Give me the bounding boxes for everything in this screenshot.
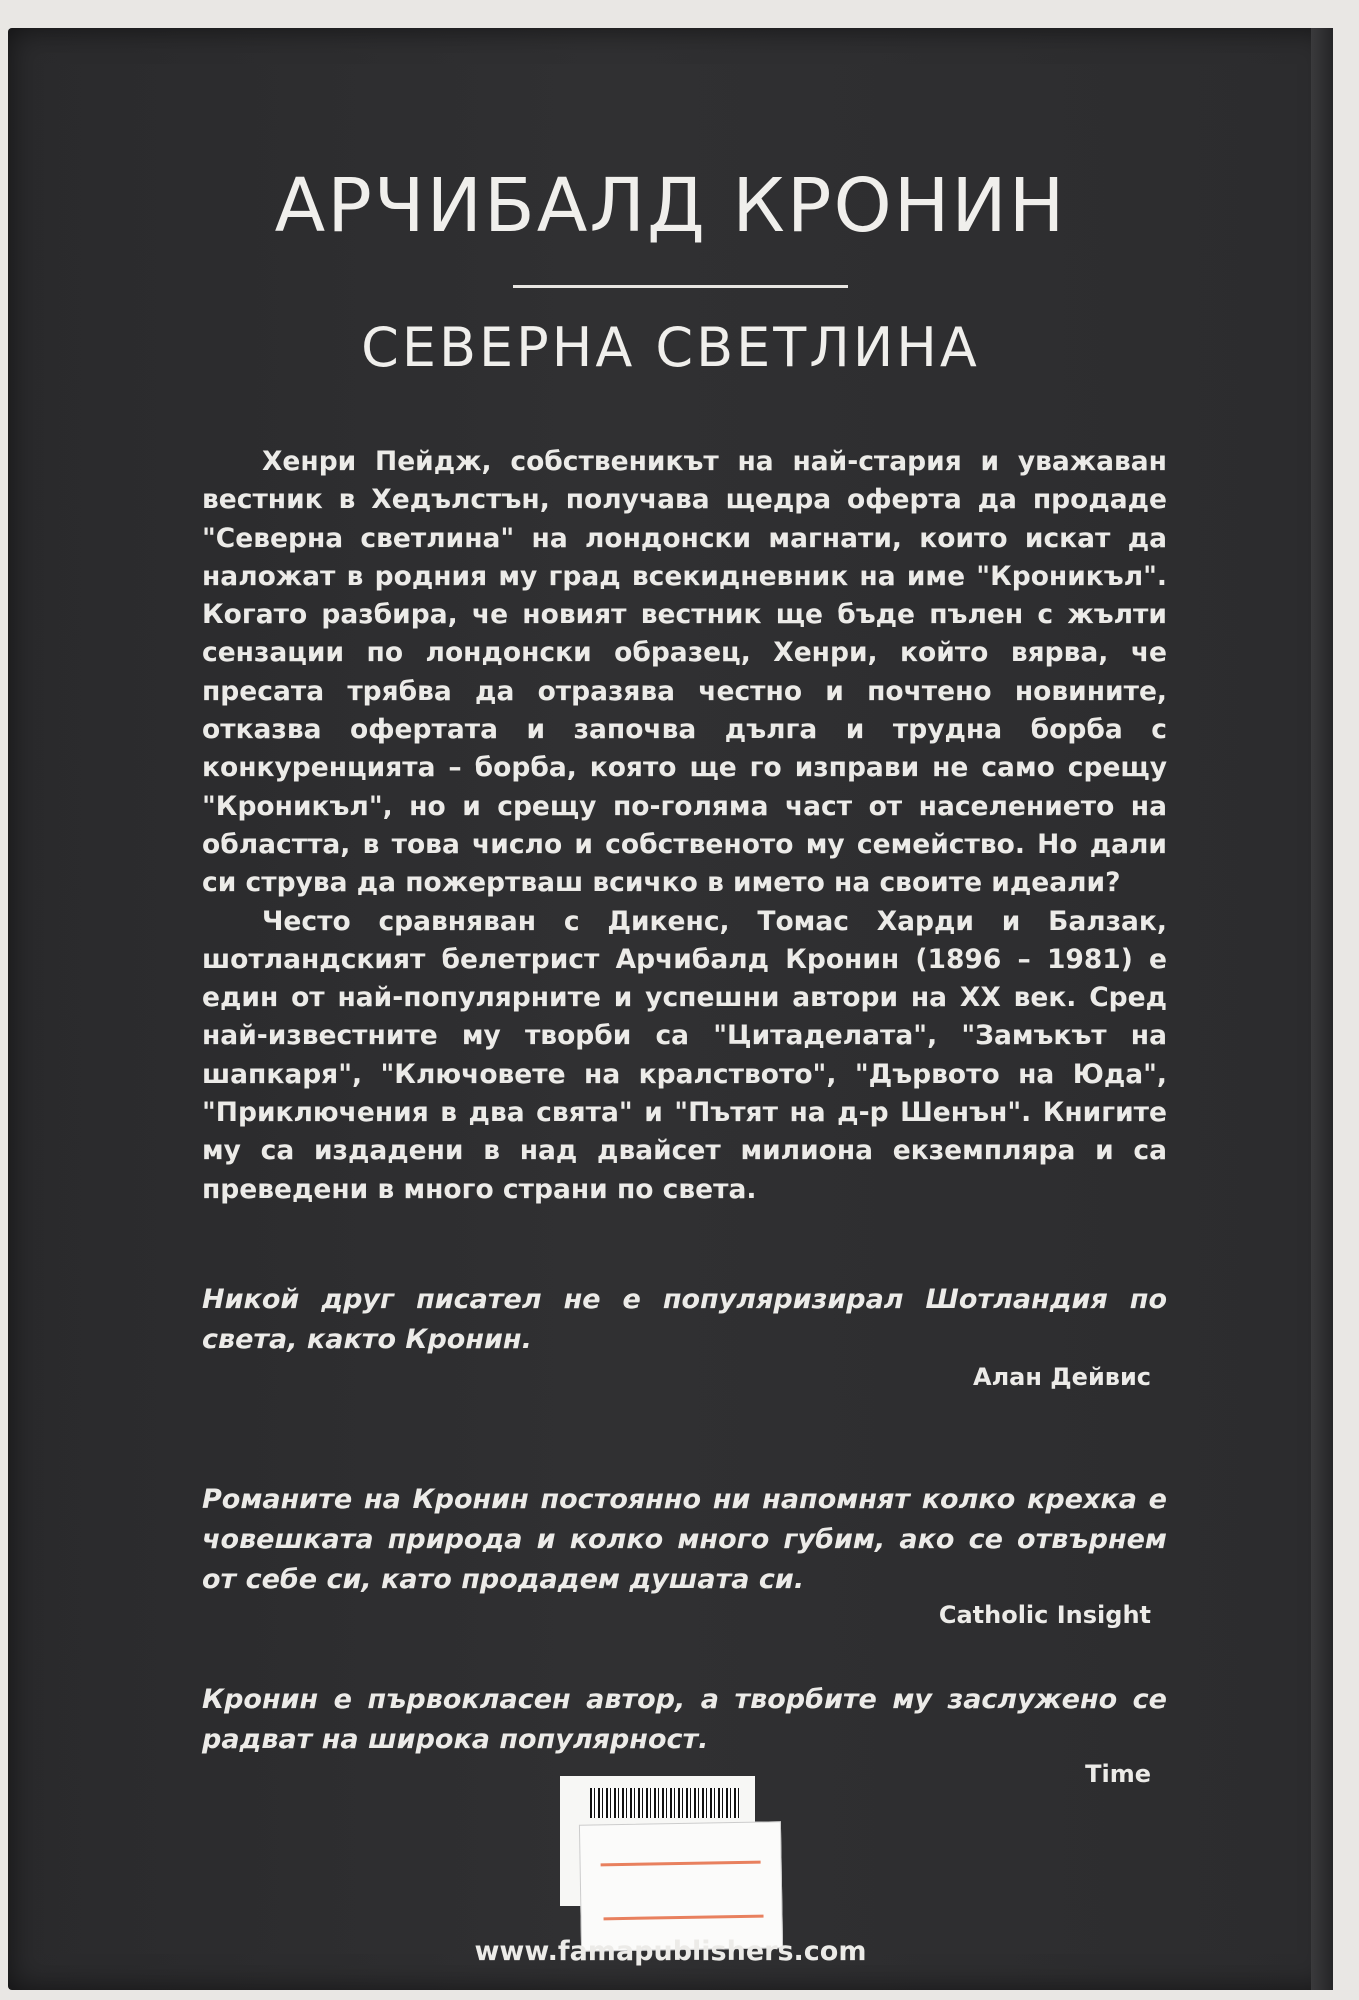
review-source: Time xyxy=(1085,1760,1151,1788)
blurb-paragraph: Хенри Пейдж, собственикът на най-стария и уважаван вестник в Хедълстън, получава щедра оферта да продаде "Северна светлина" на лондонски магнати, които искат да наложат в родния му град всекидневник на име "Кроникъл". Когато разбира, че новият вестник ще бъде пълен с жълти сензации по лондонски образец, Хенри, който вярва, че пресата трябва да отразява честно и почтено новините, отказва офертата и започва дълга и трудна борба с конкуренцията – борба, която ще го изправи не само срещу "Кроникъл", но и срещу по-голяма част от населението на областта, в това число и собственото му семейство. Но дали си струва да пожертваш всичко в името на своите идеали? xyxy=(202,446,1167,899)
review-quote: Никой друг писател не е популяризирал Шотландия по света, както Кронин. xyxy=(202,1284,1167,1355)
title-divider xyxy=(513,285,848,288)
author-name: АРЧИБАЛД КРОНИН xyxy=(274,163,1067,249)
review-quote: Кронин е първокласен автор, а творбите му заслужено се радват на широка популярност. xyxy=(202,1684,1167,1755)
review-source: Catholic Insight xyxy=(938,1601,1151,1629)
blurb xyxy=(202,443,1167,1209)
barcode-bars xyxy=(590,1788,740,1818)
book-title: СЕВЕРНА СВЕТЛИНА xyxy=(361,316,980,379)
publisher-url: www.famapublishers.com xyxy=(474,1936,867,1967)
book-back-cover xyxy=(8,28,1333,1990)
price-sticker xyxy=(579,1821,783,1952)
review-quote: Романите на Кронин постоянно ни напомнят колко крехка е човешката природа и колко много губим, ако се отвърнем от себе си, като продадем душата си. xyxy=(202,1484,1167,1595)
blurb-paragraph: Често сравняван с Дикенс, Томас Харди и Балзак, шотландският белетрист Арчибалд Кронин (1896 – 1981) е един от най-популярните и успешни автори на XX век. Сред най-известните му творби са "Цитаделата", "Замъкът на шапкаря", "Ключовете на кралството", "Дървото на Юда", "Приключения в два свята" и "Пътят на д-р Шенън". Книгите му са издадени в над двайсет милиона екземпляра и са преведени в много страни по света. xyxy=(202,905,1167,1205)
review-source: Алан Дейвис xyxy=(973,1363,1151,1391)
